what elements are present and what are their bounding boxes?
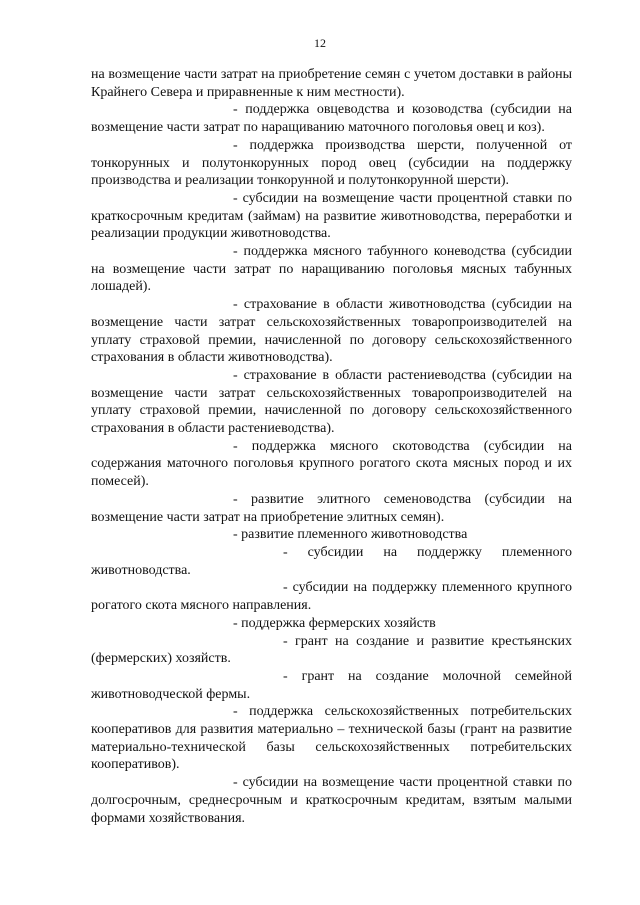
paragraph: - субсидии на возмещение части процентной ставки по долгосрочным, среднесрочным и краткосрочным кредитам, взятым малыми формами хозяйствования. xyxy=(91,775,572,826)
paragraph: - субсидии на поддержку племенного животноводства. xyxy=(91,544,572,578)
paragraph: - грант на создание молочной семейной животноводческой фермы. xyxy=(91,668,572,702)
paragraph: - развитие элитного семеноводства (субсидии на возмещение части затрат на приобретение элитных семян). xyxy=(91,491,572,525)
paragraph: на возмещение части затрат на приобретение семян с учетом доставки в районы Крайнего Севера и приравненные к ним местности). xyxy=(91,67,572,100)
paragraph: - субсидии на возмещение части процентной ставки по краткосрочным кредитам (займам) на развитие животноводства, переработки и реализации продукции животноводства. xyxy=(91,190,572,242)
paragraph: - поддержка сельскохозяйственных потребительских кооперативов для развития материально – технической базы (грант на развитие материально-технической базы сельскохозяйственных потребительских кооперативов). xyxy=(91,704,572,773)
page-number: 12 xyxy=(314,36,326,50)
paragraph: - поддержка производства шерсти, полученной от тонкорунных и полутонкорунных пород овец (субсидии на поддержку производства и реализации тонкорунной и полутонкорунной шерсти). xyxy=(91,137,572,189)
paragraph: - страхование в области животноводства (субсидии на возмещение части затрат сельскохозяйственных товаропроизводителей на уплату страховой премии, начисленной по договору сельскохозяйственного страхования в области животноводства). xyxy=(91,297,572,366)
paragraph: - поддержка мясного табунного коневодства (субсидии на возмещение части затрат по наращиванию поголовья мясных табунных лошадей). xyxy=(91,244,572,295)
paragraph: - страхование в области растениеводства (субсидии на возмещение части затрат сельскохозяйственных товаропроизводителей на уплату страховой премии, начисленной по договору сельскохозяйственного страхования в области растениеводства). xyxy=(91,367,572,437)
paragraph: - поддержка овцеводства и козоводства (субсидии на возмещение части затрат по наращиванию маточного поголовья овец и коз). xyxy=(91,102,572,136)
paragraph: - поддержка фермерских хозяйств xyxy=(233,615,436,631)
paragraph: - поддержка мясного скотоводства (субсидии на содержания маточного поголовья крупного рогатого скота мясных пород и их помесей). xyxy=(91,438,572,490)
paragraph: - грант на создание и развитие крестьянских (фермерских) хозяйств. xyxy=(91,633,572,667)
paragraph: - развитие племенного животноводства xyxy=(233,527,468,543)
document-body xyxy=(91,66,572,827)
paragraph: - субсидии на поддержку племенного крупного рогатого скота мясного направления. xyxy=(91,580,572,614)
